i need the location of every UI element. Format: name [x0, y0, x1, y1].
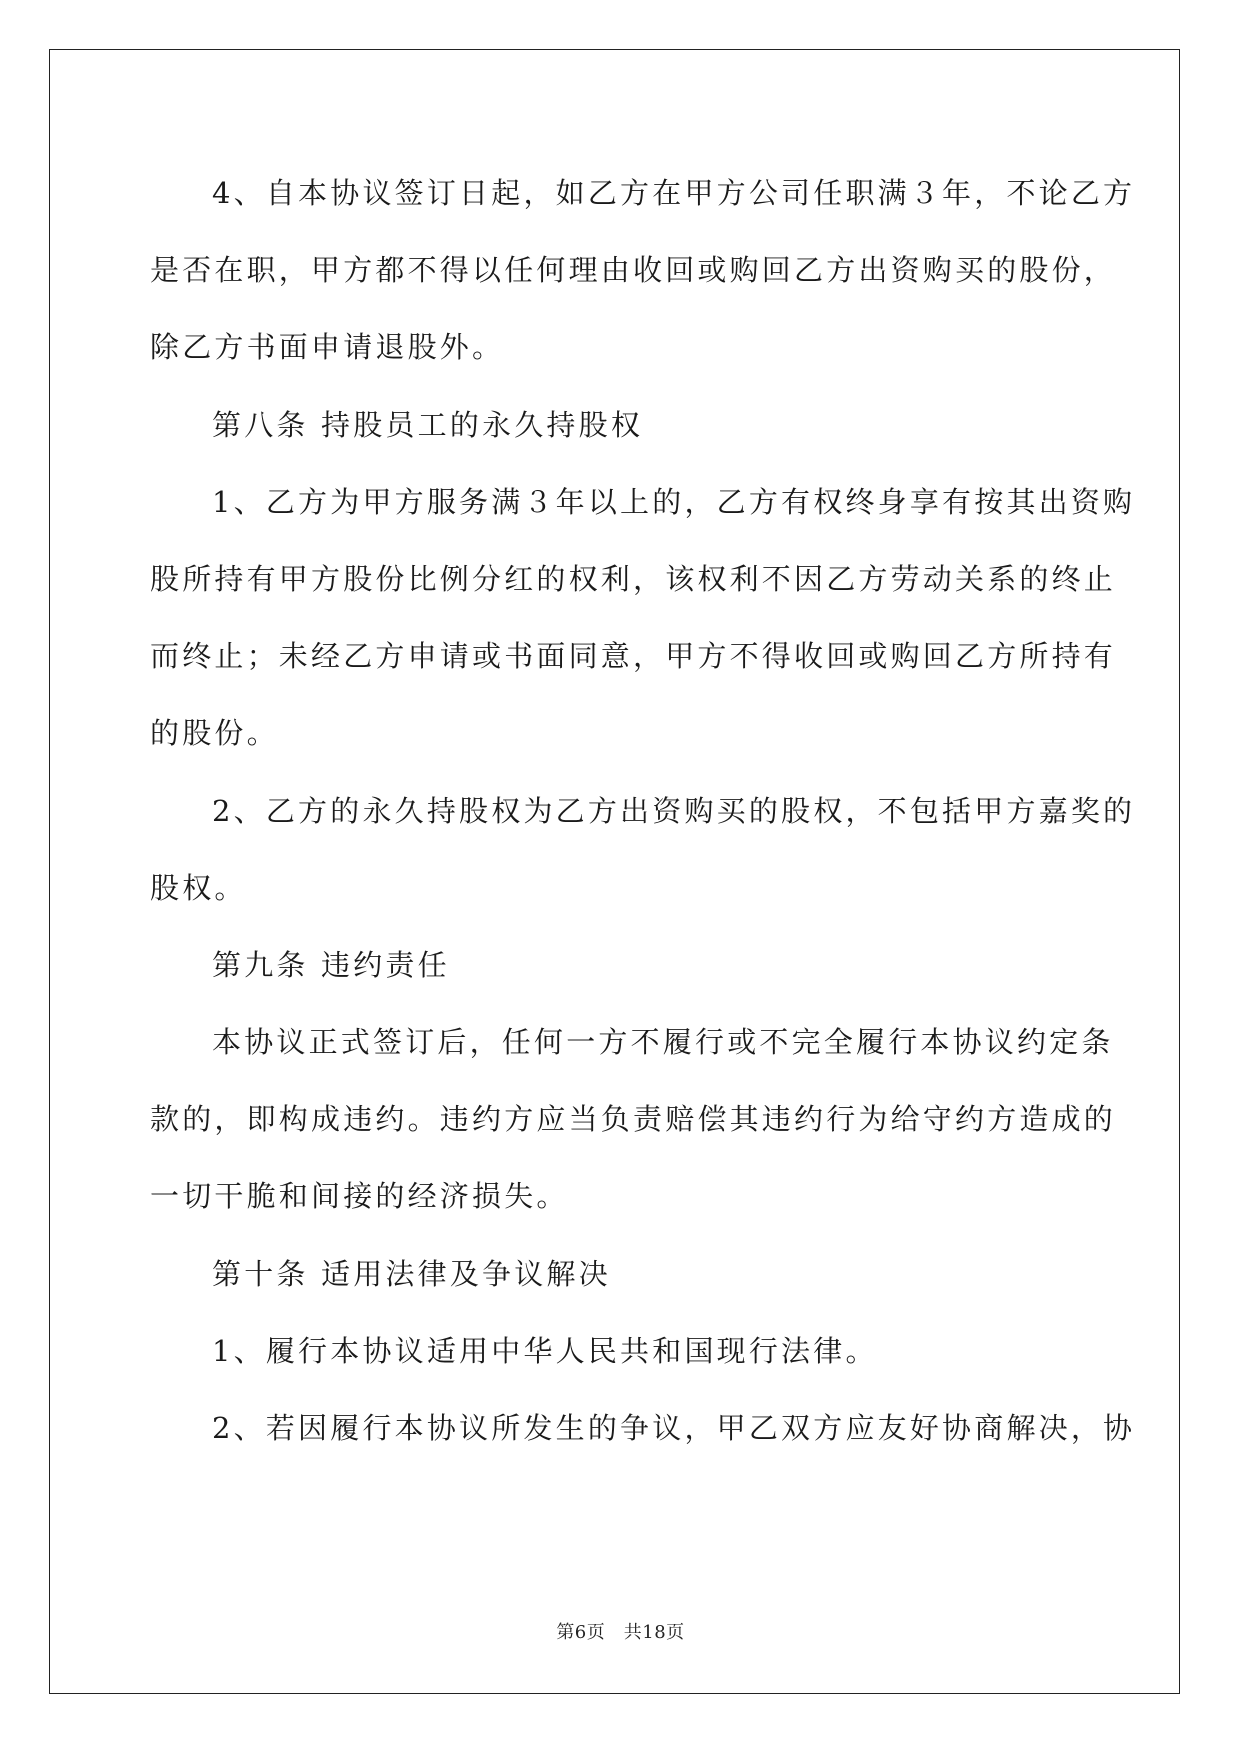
section-heading-article-9: [150, 927, 1080, 1004]
paragraph-clause-4: [150, 155, 1136, 387]
heading-line: 第十条 适用法律及争议解决: [212, 1256, 611, 1291]
text-line: 是否在职，甲方都不得以任何理由收回或购回乙方出资购买的股份，: [150, 253, 1117, 288]
section-heading-article-10: [150, 1236, 1080, 1313]
text-line: 的股份。: [150, 716, 279, 751]
paragraph-article-10-clause-2: [150, 1390, 1136, 1467]
paragraph-article-9: [150, 1004, 1117, 1236]
text-line: 股权。: [150, 870, 247, 905]
page-number-label: 第6页 共18页: [556, 1622, 685, 1643]
section-heading-article-8: [150, 387, 1080, 464]
text-line: 1、履行本协议适用中华人民共和国现行法律。: [212, 1333, 878, 1368]
heading-line: 第九条 违约责任: [212, 947, 450, 982]
text-line: 2、乙方的永久持股权为乙方出资购买的股权，不包括甲方嘉奖的: [212, 793, 1136, 828]
paragraph-article-10-clause-1: [150, 1313, 1080, 1390]
text-line: 股所持有甲方股份比例分红的权利，该权利不因乙方劳动关系的终止: [150, 561, 1117, 596]
text-line: 2、若因履行本协议所发生的争议，甲乙双方应友好协商解决，协: [212, 1411, 1136, 1445]
text-line: 一切干脆和间接的经济损失。: [150, 1179, 569, 1214]
paragraph-article-8-clause-1: [150, 464, 1136, 773]
page-footer: [0, 1618, 1241, 1644]
text-line: 1、乙方为甲方服务满３年以上的，乙方有权终身享有按其出资购: [212, 484, 1136, 519]
text-line: 本协议正式签订后，任何一方不履行或不完全履行本协议约定条: [212, 1025, 1114, 1060]
heading-line: 第八条 持股员工的永久持股权: [212, 407, 644, 442]
text-line: 而终止；未经乙方申请或书面同意，甲方不得收回或购回乙方所持有: [150, 639, 1117, 674]
text-line: 款的，即构成违约。违约方应当负责赔偿其违约行为给守约方造成的: [150, 1102, 1117, 1137]
text-line: 4、自本协议签订日起，如乙方在甲方公司任职满３年，不论乙方: [212, 176, 1136, 210]
text-line: 除乙方书面申请退股外。: [150, 330, 505, 365]
paragraph-article-8-clause-2: [150, 773, 1136, 927]
document-body: [150, 155, 1136, 1467]
